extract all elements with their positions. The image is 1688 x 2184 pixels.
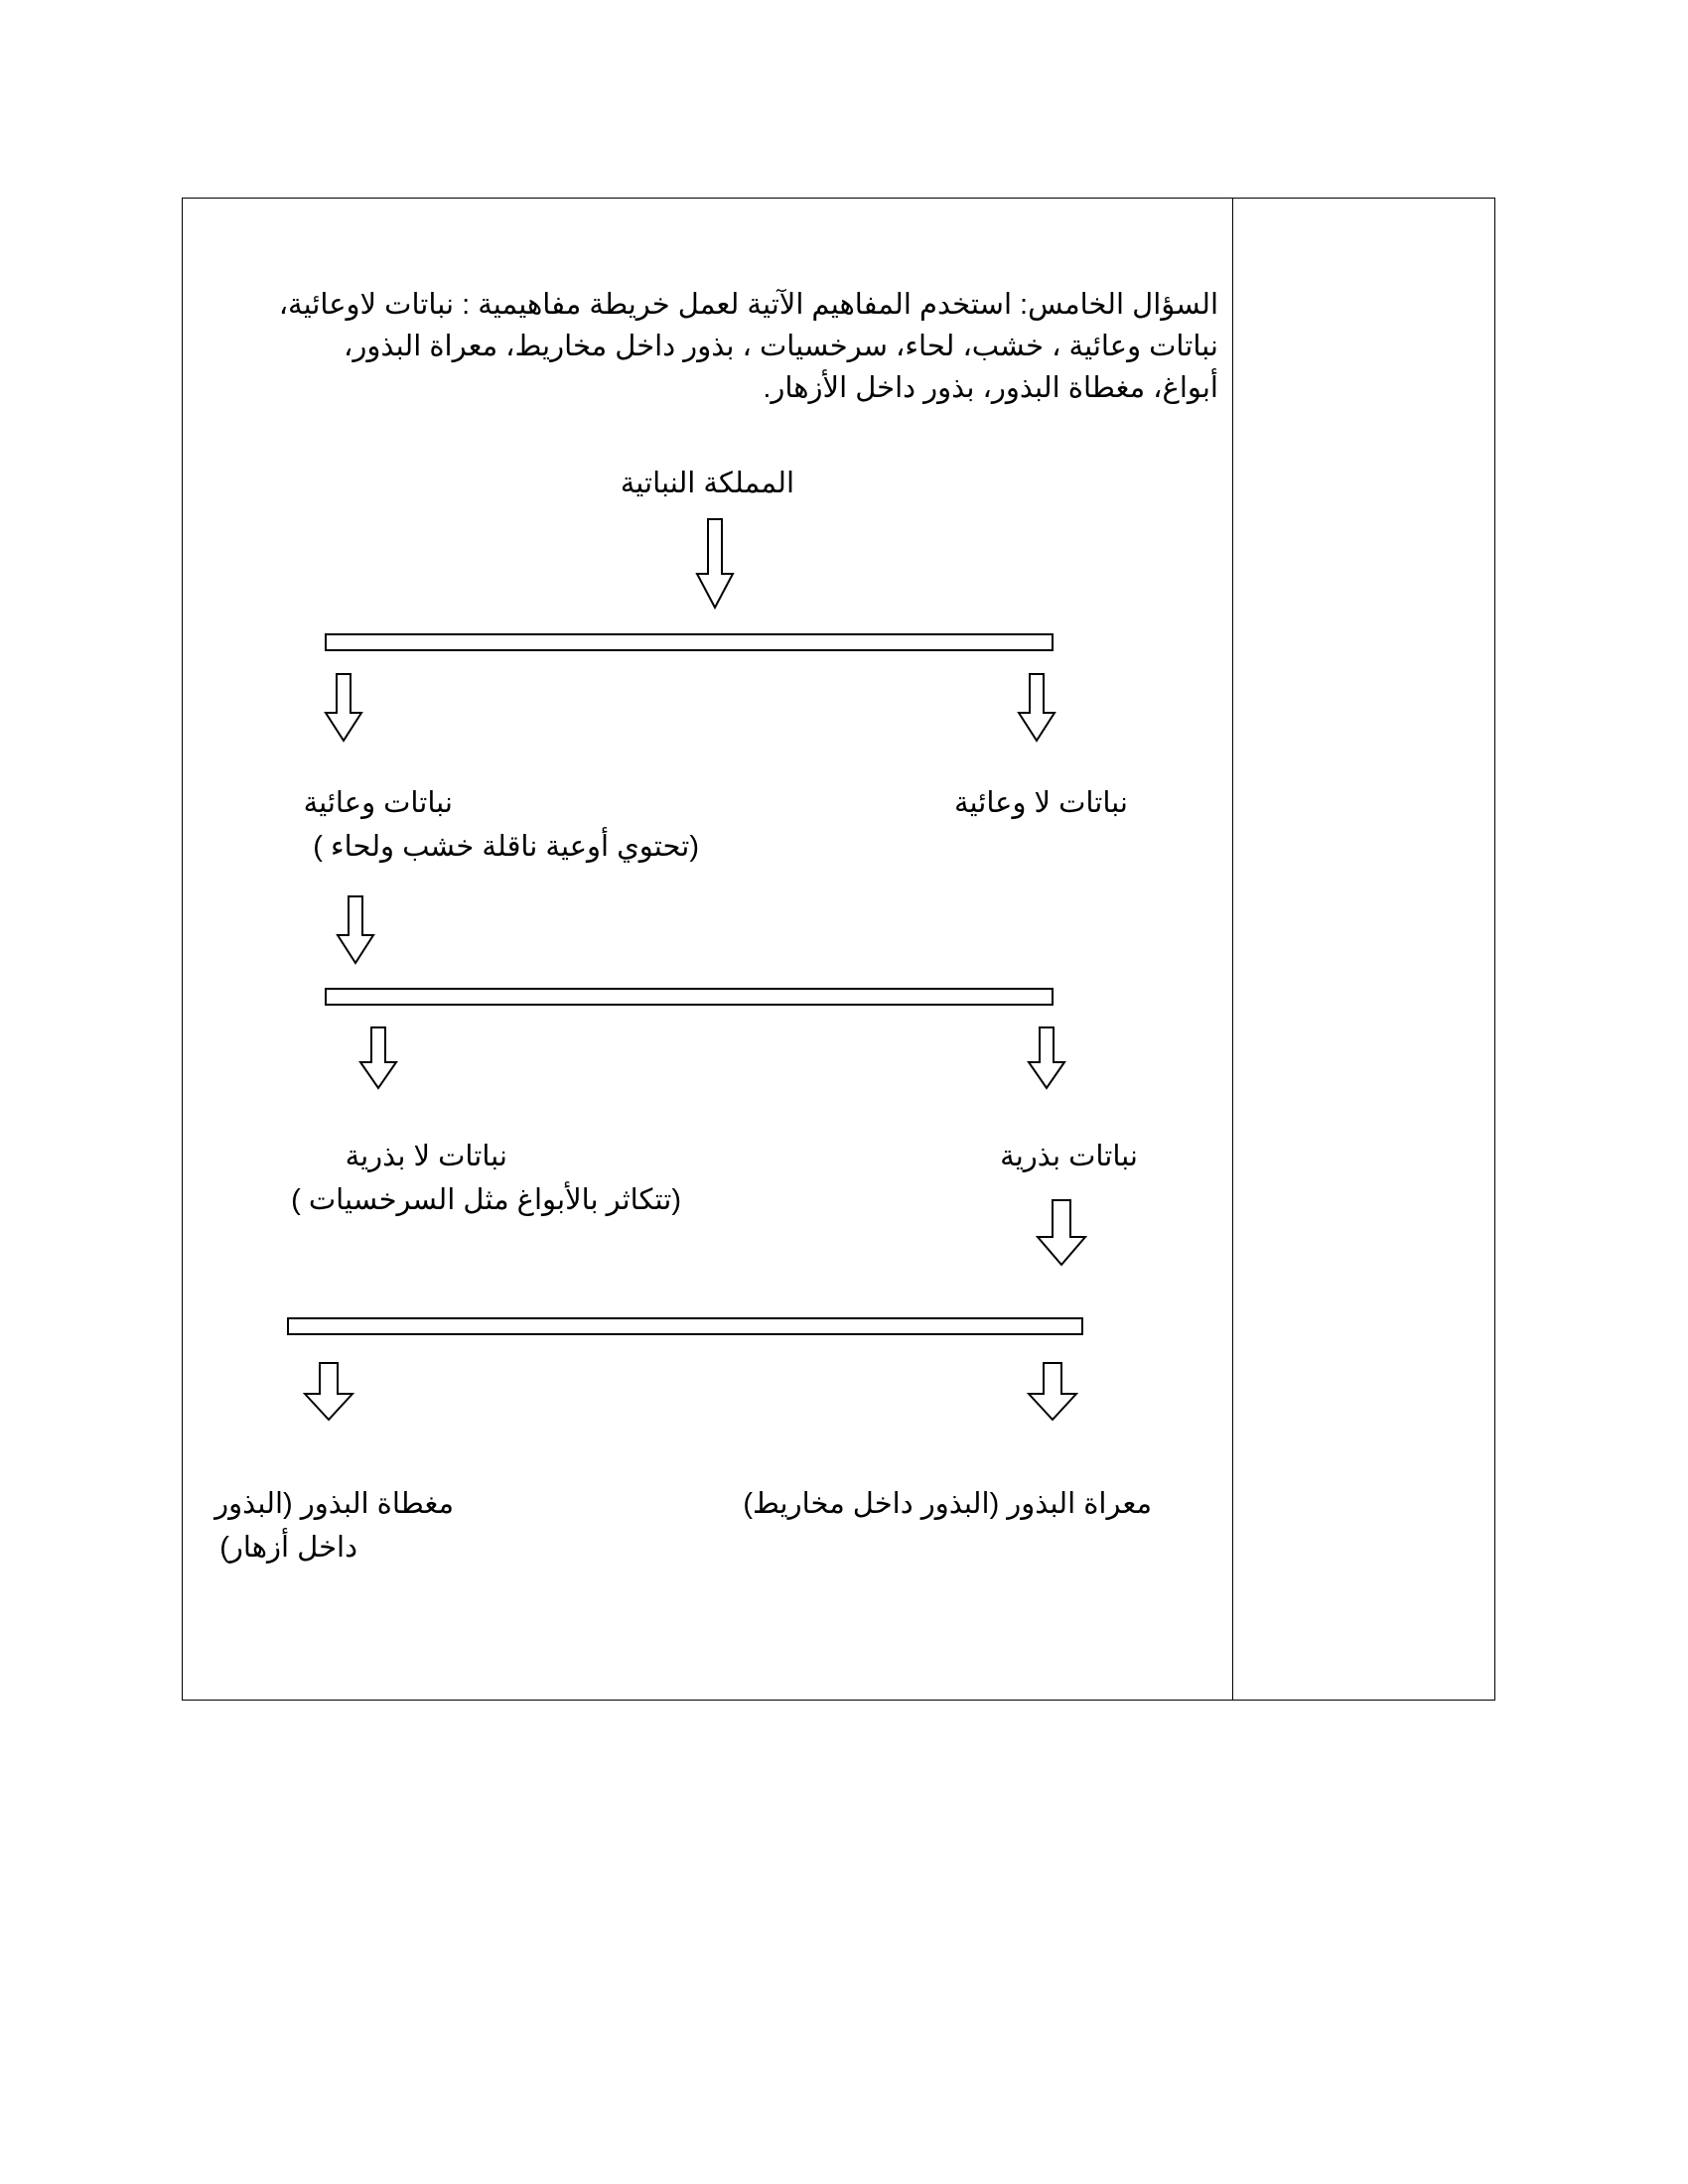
question-line-3: أبواغ، مغطاة البذور، بذور داخل الأزهار. [763,372,1218,404]
down-arrow-vascular-children [336,895,375,965]
gymnosperm-label: معراة البذور (البذور داخل مخاريط) [743,1488,1152,1520]
question-line-2: نباتات وعائية ، خشب، لحاء، سرخسيات ، بذور داخل مخاريط، معراة البذور، [344,331,1218,362]
seedless-plants-note: (تتكاثر بالأبواغ مثل السرخسيات ) [291,1184,681,1216]
vascular-plants-label: نباتات وعائية [303,787,453,819]
nonvascular-plants-label: نباتات لا وعائية [953,787,1128,819]
seedless-plants-label: نباتات لا بذرية [345,1141,507,1172]
branch-bar-level-3 [287,1317,1083,1335]
question-line-1: السؤال الخامس: استخدم المفاهيم الآتية لعمل خريطة مفاهيمية : نباتات لاوعائية، [278,289,1218,321]
down-arrow-nonvascular [1017,673,1056,743]
down-arrow-gymnosperm [1027,1362,1078,1422]
down-arrow-angiosperm [303,1362,354,1422]
down-arrow-vascular [324,673,363,743]
question-prompt [245,284,1218,409]
root-concept-label: المملكة النباتية [620,468,794,499]
branch-bar-level-1 [325,633,1054,651]
branch-bar-level-2 [325,988,1054,1006]
down-arrow-seed-children [1036,1199,1087,1267]
down-arrow-seedless [358,1026,398,1090]
seed-plants-label: نباتات بذرية [1000,1141,1138,1172]
down-arrow-root [695,518,735,610]
score-column-divider [1232,198,1233,1701]
down-arrow-seed [1027,1026,1066,1090]
angiosperm-label-line-2: داخل أزهار) [219,1532,357,1564]
angiosperm-label-line-1: مغطاة البذور (البذور [214,1488,454,1520]
vascular-plants-note: (تحتوي أوعية ناقلة خشب ولحاء ) [313,831,699,863]
question-table-frame [182,198,1495,1701]
